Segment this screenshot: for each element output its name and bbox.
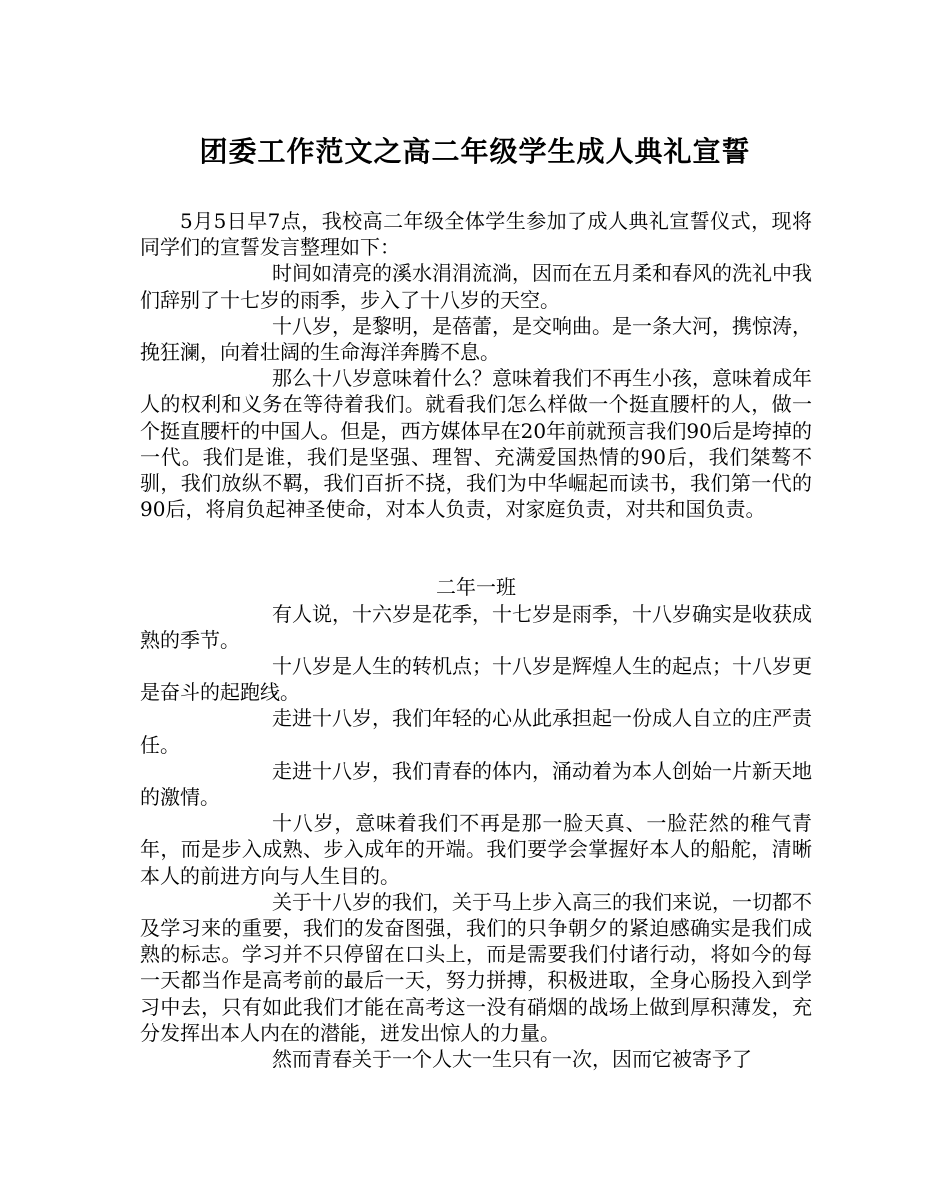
paragraph: 有人说，十六岁是花季，十七岁是雨季，十八岁确实是收获成熟的季节。: [140, 601, 812, 652]
section-heading: 二年一班: [436, 575, 516, 600]
paragraph: 十八岁是人生的转机点；十八岁是辉煌人生的起点；十八岁更是奋斗的起跑线。: [140, 654, 812, 705]
paragraph: 时间如清亮的溪水涓涓流淌，因而在五月柔和春风的洗礼中我们辞别了十七岁的雨季，步入了十八岁的天空。: [140, 261, 812, 312]
section-spacer: [140, 522, 812, 574]
paragraph: 然而青春关于一个人大一生只有一次，因而它被寄予了: [272, 1047, 752, 1072]
document-title: 团委工作范文之高二年级学生成人典礼宣誓: [199, 135, 751, 168]
intro-paragraph: 5月5日早7点，我校高二年级全体学生参加了成人典礼宣誓仪式，现将同学们的宣誓发言整理如下：: [140, 209, 812, 260]
paragraph: 那么十八岁意味着什么？意味着我们不再生小孩，意味着成年人的权利和义务在等待着我们。就看我们怎么样做一个挺直腰杆的人，做一个挺直腰杆的中国人。但是，西方媒体早在20年前就预言我们90后是垮掉的一代。我们是谁，我们是坚强、理智、充满爱国热情的90后，我们桀骜不驯，我们放纵不羁，我们百折不挠，我们为中华崛起而读书，我们第一代的90后，将肩负起神圣使命，对本人负责，对家庭负责，对共和国负责。: [140, 366, 812, 522]
paragraph: 十八岁，是黎明，是蓓蕾，是交响曲。是一条大河，携惊涛，挽狂澜，向着壮阔的生命海洋奔腾不息。: [140, 313, 812, 365]
document-body: [140, 208, 812, 1072]
paragraph: 关于十八岁的我们，关于马上步入高三的我们来说，一切都不及学习来的重要，我们的发奋图强，我们的只争朝夕的紧迫感确实是我们成熟的标志。学习并不只停留在口头上，而是需要我们付诸行动，将如今的每一天都当作是高考前的最后一天，努力拼搏，积极进取，全身心肠投入到学习中去，只有如此我们才能在高考这一没有硝烟的战场上做到厚积薄发，充分发挥出本人内在的潜能，迸发出惊人的力量。: [140, 889, 812, 1045]
paragraph: 走进十八岁，我们青春的体内，涌动着为本人创始一片新天地的激情。: [140, 758, 812, 810]
paragraph: 十八岁，意味着我们不再是那一脸天真、一脸茫然的稚气青年，而是步入成熟、步入成年的开端。我们要学会掌握好本人的船舵，清晰本人的前进方向与人生目的。: [140, 811, 812, 888]
paragraph: 走进十八岁，我们年轻的心从此承担起一份成人自立的庄严责任。: [140, 706, 812, 757]
